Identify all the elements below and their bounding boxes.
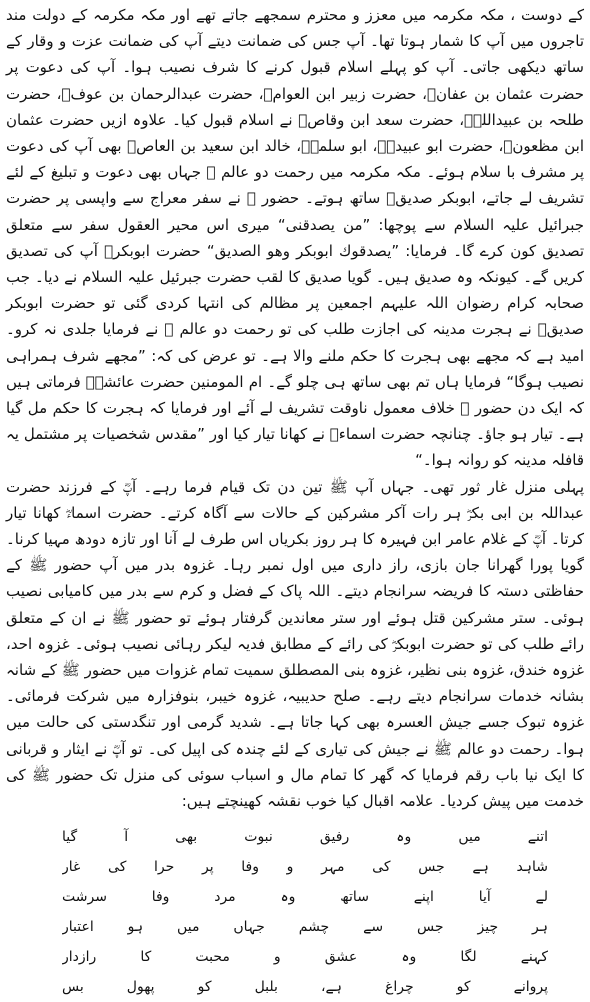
poem-line-3: لے آیا اپنے ساتھ وہ مرد وفا سرشت: [62, 889, 548, 906]
poem-line-2: شاہد ہے جس کی مہر و وفا پر حرا کی غار: [62, 859, 548, 876]
poem-line-4: ہر چیز جس سے چشم جہاں میں ہو اعتبار: [62, 919, 548, 936]
poem-line-1: اتنے میں وہ رفیق نبوت بھی آ گیا: [62, 829, 548, 846]
urdu-article-page: [6, 2, 584, 1002]
iqbal-poem: [62, 822, 548, 1002]
article-body: [6, 2, 584, 814]
poem-line-6: پروانے کو چراغ ہے، بلبل کو پھول بس: [62, 979, 548, 996]
paragraph-1: کے دوست ، مکہ مکرمہ میں معزز و محترم سمجھے جاتے تھے اور مکہ مکرمہ کے دولت مند تاجروں میں آپ کا شمار ہوتا تھا۔ آپ جس کی ضمانت دیتے آپ کی ضمانت عزت و وقار کے ساتھ دیکھی جاتی۔ آپ کو پہلے اسلام قبول کرنے کا شرف نصیب ہوا۔ آپ کی دعوت پر حضرت عثمان بن عفانؓ، حضرت زبیر ابن العوامؓ، حضرت عبدالرحمان بن عوفؓ، حضرت طلحہ بن عبیداللہؓ، حضرت سعد ابن وقاصؓ نے اسلام قبول کیا۔ علاوہ ازیں حضرت عثمان ابن مظعونؓ، حضرت ابو عبیدہؓ، ابو سلمہؓ، خالد ابن سعید بن العاصؓ بھی آپ کی دعوت پر مشرف با سلام ہوئے۔ مکہ مکرمہ میں رحمت دو عالم ﷺ جہاں بھی دعوت و تبلیغ کے لئے تشریف لے جاتے، ابوبکر صدیقؓ ساتھ ہوتے۔ حضور ﷺ نے سفر معراج سے واپسی پر حضرت جبرائیل علیہ السلام سے پوچھا: ”من یصدقنی“ میری اس محیر العقول سفر سے متعلق تصدیق کون کرے گا۔ فرمایا: ”یصدقوك ابوبکر وھو الصدیق“ حضرت ابوبکرؓ آپ کی تصدیق کریں گے۔ کیونکہ وہ صدیق ہیں۔ گویا صدیق کا لقب حضرت جبرئیل علیہ السلام نے دیا۔ جب صحابہ کرام رضوان اللہ علیہم اجمعین پر مظالم کی انتہا کردی گئی تو حضرت ابوبکر صدیقؓ نے ہجرت مدینہ کی اجازت طلب کی تو رحمت دو عالم ﷺ نے فرمایا جلدی نہ کرو۔ امید ہے کہ مجھے بھی ہجرت کا حکم ملنے والا ہے۔ تو عرض کی کہ: ”مجھے شرف ہمراہی نصیب ہوگا“ فرمایا ہاں تم بھی ساتھ ہی چلو گے۔ ام المومنین حضرت عائشہؓ فرماتی ہیں کہ ایک دن حضور ﷺ خلاف معمول ناوقت تشریف لے آئے اور فرمایا کہ ہجرت کا حکم مل گیا ہے۔ تیار ہو جاؤ۔ چنانچہ حضرت اسماءؓ نے کھانا تیار کیا اور ”مقدس شخصیات پر مشتمل یہ قافلہ مدینہ کو روانہ ہوا۔“: [6, 6, 584, 470]
poem-line-5: کہنے لگا وہ عشق و محبت کا رازدار: [62, 949, 548, 966]
paragraph-2: پہلی منزل غار ثور تھی۔ جہاں آپ ﷺ تین دن تک قیام فرما رہے۔ آپؓ کے فرزند حضرت عبداللہ بن ابی بکرؓ ہر رات آکر مشرکین کے حالات سے آگاہ کرتے۔ حضرت اسماءؓ کھانا تیار کرتا۔ آپؓ کے غلام عامر ابن فہیرہ کا ہر روز بکریاں اس طرف لے آنا اور تازہ دودھ مہیا کرنا۔ گویا پورا گھرانا جان بازی، راز داری میں اول نمبر رہا۔ غزوہ بدر میں آپ حضور ﷺ کے حفاظتی دستہ کا فریضہ سرانجام دیتے۔ اللہ پاک کے فضل و کرم سے بدر میں کامیابی نصیب ہوئی۔ ستر مشرکین قتل ہوئے اور ستر معاندین گرفتار ہوئے تو حضور ﷺ نے ان کے متعلق رائے طلب کی تو حضرت ابوبکرؓ کی رائے کے مطابق فدیہ لیکر رہائی نصیب ہوئی۔ غزوہ احد، غزوہ خندق، غزوہ بنی نظیر، غزوہ بنی المصطلق سمیت تمام غزوات میں حضور ﷺ کے شانہ بشانہ خدمات سرانجام دیتے رہے۔ صلح حدیبیہ، غزوہ خیبر، بنوفزارہ میں شرکت فرمائی۔ غزوہ تبوک جسے جیش العسرہ بھی کہا جاتا ہے۔ شدید گرمی اور تنگدستی کی حالت میں ہوا۔ رحمت دو عالم ﷺ نے جیش کی تیاری کے لئے چندہ کی اپیل کی۔ تو آپؓ نے ایثار و قربانی کا ایک نیا باب رقم فرمایا کہ گھر کا تمام مال و اسباب سوئی کی منزل تک حضور ﷺ کی خدمت میں پیش کردیا۔ علامہ اقبال کیا خوب نقشہ کھینچتے ہیں:: [6, 477, 584, 811]
